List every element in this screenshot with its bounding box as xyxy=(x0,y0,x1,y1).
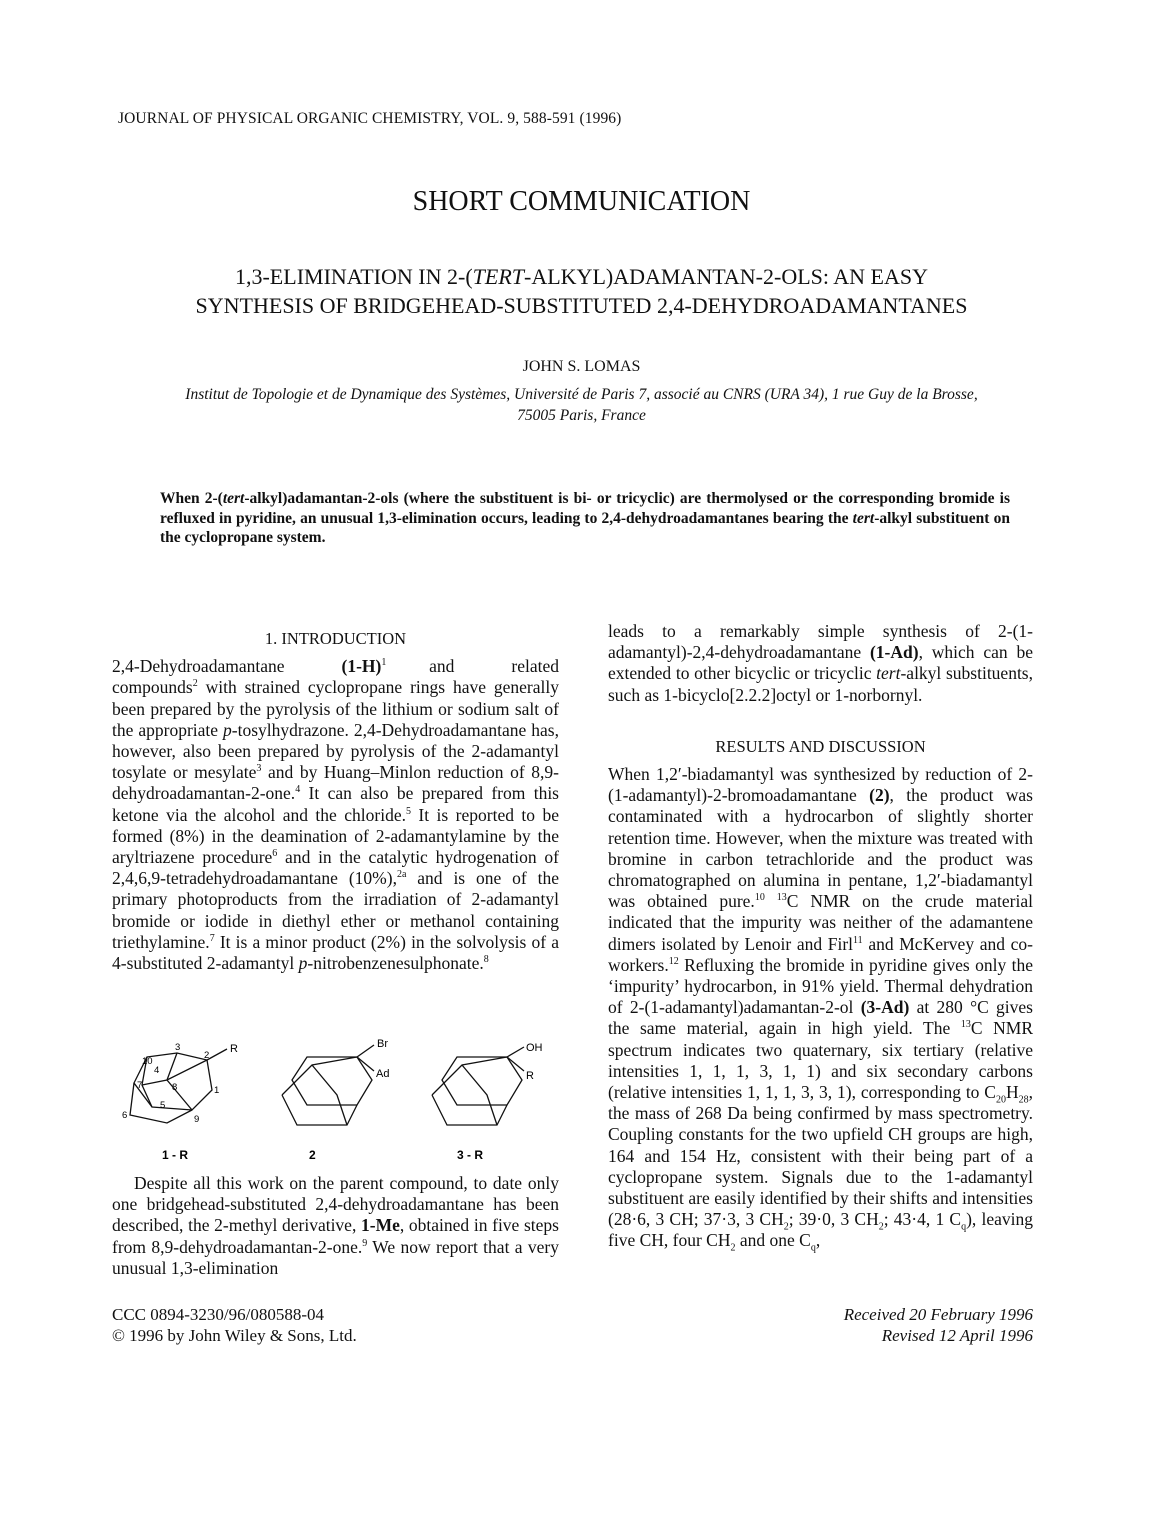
affiliation-line-1: Institut de Topologie et de Dynamique des Systèmes, Université de Paris 7, associé au CNRS (URA 34), 1 rue Guy de la Brosse, xyxy=(185,386,978,403)
atom-label: R xyxy=(526,1070,534,1082)
section-title: SHORT COMMUNICATION xyxy=(412,186,751,217)
intro-heading: 1. INTRODUCTION xyxy=(264,629,407,648)
structure-label: 3 - R xyxy=(457,1148,484,1162)
title-line-2: SYNTHESIS OF BRIDGEHEAD-SUBSTITUTED 2,4-DEHYDROADAMANTANES xyxy=(195,293,968,318)
intro-paragraph-1: 2,4-Dehydroadamantane $(1-H)^1$ and related compounds$^2$ with strained cyclopropane rings have generally been prepared by the pyrolysis of the lithium or sodium salt of the appropriate p-tosylhydrazone. 2,4-Dehydroadamantane has, however, also been prepared by pyrolysis of the 2-adamantyl tosylate or mesylate$^3$ and by Huang–Minlon reduction of 8,9-dehydroadamantan-2-one.$^4$ It can also be prepared from this ketone via the alcohol and the chloride.$^5$ It is reported to be formed (8%) in the deamination of 2-adamantylamine by the aryltriazene procedure$^6$ and in the catalytic hydrogenation of 2,4,6,9-tetradehydroadamantane (10%),$^{2a}$ and is one of the primary photoproducts from the irradiation of 2-adamantyl bromide or iodide in diethyl ether or methanol containing triethylamine.$^7$ It is a minor product (2%) in the solvolysis of a 4-substituted 2-adamantyl p-nitrobenzenesulphonate.$^8$ xyxy=(112,656,560,974)
atom-label: 6 xyxy=(122,1110,128,1121)
results-heading: RESULTS AND DISCUSSION xyxy=(715,736,926,756)
structure-3-r xyxy=(432,1047,524,1125)
atom-label: 9 xyxy=(194,1114,200,1125)
affiliation xyxy=(110,384,1053,426)
structures-figure xyxy=(112,1035,562,1165)
atom-label: 7 xyxy=(137,1080,143,1091)
atom-label: 2 xyxy=(204,1050,210,1061)
abstract: When 2-(tert-alkyl)adamantan-2-ols (where the substituent is bi- or tricyclic) are thermolysed or the corresponding bromide is refluxed in pyridine, an unusual 1,3-elimination occurs, leading to 2,4-dehydroadamantanes bearing the tert-alkyl substituent on the cyclopropane system. xyxy=(160,490,1010,546)
footer-right xyxy=(760,1304,1033,1346)
structure-label: 2 xyxy=(309,1148,316,1162)
chemical-structures xyxy=(112,1035,562,1165)
affiliation-line-2: 75005 Paris, France xyxy=(517,407,646,424)
author: JOHN S. LOMAS xyxy=(522,358,641,375)
atom-label: 10 xyxy=(142,1056,153,1067)
ccc-code: CCC 0894-3230/96/080588-04 xyxy=(112,1305,325,1324)
atom-label: 1 xyxy=(214,1085,220,1096)
left-column xyxy=(112,628,559,974)
right-column xyxy=(608,621,1033,1252)
atom-label: 8 xyxy=(172,1082,178,1093)
copyright: © 1996 by John Wiley & Sons, Ltd. xyxy=(112,1326,357,1345)
intro-paragraph-2: Despite all this work on the parent compound, to date only one bridgehead-substituted 2,4-dehydroadamantane has been described, the 2-methyl derivative, 1-Me, obtained in five steps from 8,9-dehydroadamantan-2-one.$^9$ We now report that a very unusual 1,3-elimination xyxy=(112,1173,560,1278)
results-paragraph: When 1,2′-biadamantyl was synthesized by reduction of 2-(1-adamantyl)-2-bromoadamantane (2), the product was contaminated with a hydrocarbon of slightly shorter retention time. However, when the mixture was treated with bromine in carbon tetrachloride and the product was chromatographed on alumina in pentane, 1,2′-biadamantyl was obtained pure.$^{10}$ $^{13}$C NMR on the crude material indicated that the impurity was neither of the adamantene dimers isolated by Lenoir and Firl$^{11}$ and McKervey and co-workers.$^{12}$ Refluxing the bromide in pyridine gives only the ‘impurity’ hydrocarbon, in 91% yield. Thermal dehydration of 2-(1-adamantyl)adamantan-2-ol (3-Ad) at 280 °C gives the same material, again in high yield. The $^{13}$C NMR spectrum indicates two quaternary, six tertiary (relative intensities 1, 1, 1, 3, 1, 1) and six secondary carbons (relative intensities 1, 1, 1, 3, 3, 1), corresponding to $C_{20}H_{28}$, the mass of 268 Da being confirmed by mass spectrometry. Coupling constants for the two upfield CH groups are high, 164 and 154 Hz, consistent with their being part of a cyclopropane system. Signals due to the 1-adamantyl substituent are easily identified by their shifts and intensities (28·6, 3 CH; 37·3, 3 $CH_2$; 39·0, 3 $CH_2$; 43·4, 1 $C_q$), leaving five CH, four $CH_2$ and one $C_q$, xyxy=(608,764,1034,1254)
revised-date: Revised 12 April 1996 xyxy=(881,1326,1033,1345)
atom-label: 5 xyxy=(160,1100,166,1111)
atom-label: R xyxy=(230,1043,238,1055)
journal-header: JOURNAL OF PHYSICAL ORGANIC CHEMISTRY, VOL. 9, 588-591 (1996) xyxy=(118,110,622,127)
footer-left xyxy=(112,1304,357,1346)
paper-title xyxy=(0,262,1163,320)
intro-paragraph-3: leads to a remarkably simple synthesis of 2-(1-adamantyl)-2,4-dehydroadamantane (1-Ad), which can be extended to other bicyclic or tricyclic tert-alkyl substituents, such as 1-bicyclo[2.2.2]octyl or 1-norbornyl. xyxy=(608,621,1033,705)
received-date: Received 20 February 1996 xyxy=(843,1305,1033,1324)
structure-label: 1 - R xyxy=(162,1148,189,1162)
atom-label: 3 xyxy=(175,1042,181,1053)
atom-label: Ad xyxy=(376,1068,390,1080)
atom-label: OH xyxy=(526,1042,543,1054)
atom-label: Br xyxy=(377,1038,388,1050)
title-line-1: 1,3-ELIMINATION IN 2-(TERT-ALKYL)ADAMANTAN-2-OLS: AN EASY xyxy=(234,264,928,289)
structure-2 xyxy=(282,1045,374,1125)
atom-label: 4 xyxy=(154,1065,160,1076)
